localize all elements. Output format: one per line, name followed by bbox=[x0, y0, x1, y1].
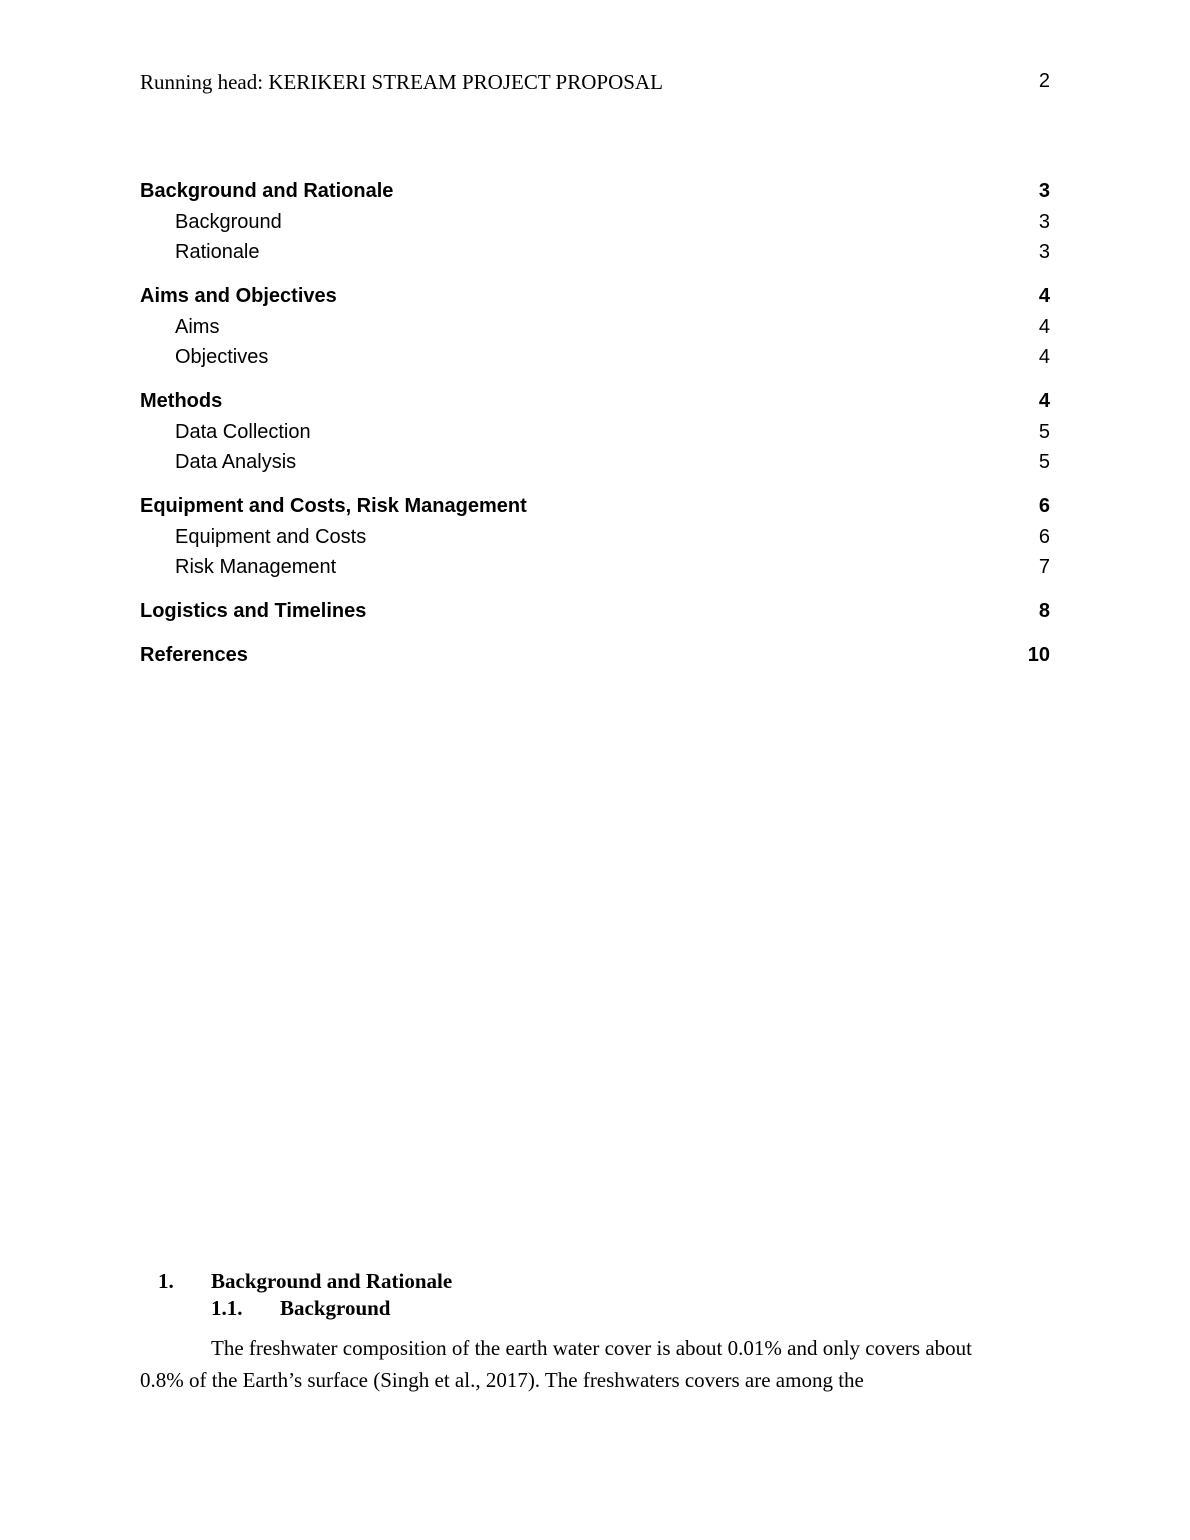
toc-entry-label: Data Collection bbox=[175, 420, 311, 443]
toc-entry-label: Equipment and Costs bbox=[175, 525, 367, 548]
toc-entry-page: 5 bbox=[1038, 451, 1050, 473]
toc-entry[interactable] bbox=[140, 344, 1050, 375]
document-body bbox=[140, 1268, 1050, 1417]
toc-entry[interactable] bbox=[140, 449, 1050, 480]
table-of-contents bbox=[140, 178, 1050, 673]
toc-entry-page: 6 bbox=[1038, 525, 1050, 548]
toc-entry-page: 4 bbox=[1038, 285, 1050, 307]
toc-entry[interactable] bbox=[140, 283, 1050, 314]
toc-entry-label: Aims bbox=[175, 315, 220, 338]
toc-entry-label: Objectives bbox=[175, 346, 269, 368]
toc-entry[interactable] bbox=[140, 239, 1050, 270]
toc-entry-label: Rationale bbox=[175, 241, 260, 263]
toc-entry[interactable] bbox=[140, 598, 1050, 629]
toc-entry-label: Background and Rationale bbox=[140, 180, 394, 202]
running-header bbox=[140, 70, 1050, 98]
toc-entry-page: 8 bbox=[1038, 600, 1050, 622]
toc-entry[interactable] bbox=[140, 642, 1050, 673]
toc-entry[interactable] bbox=[140, 388, 1050, 419]
toc-entry[interactable] bbox=[140, 178, 1050, 209]
subsection-title: Background bbox=[280, 1296, 391, 1320]
toc-entry-page: 4 bbox=[1038, 346, 1050, 368]
toc-entry-page: 3 bbox=[1038, 180, 1050, 202]
section-heading bbox=[140, 1268, 1050, 1295]
toc-entry-page: 7 bbox=[1038, 556, 1050, 578]
toc-entry[interactable] bbox=[140, 554, 1050, 585]
toc-entry-label: Logistics and Timelines bbox=[140, 600, 367, 622]
toc-entry[interactable] bbox=[140, 314, 1050, 345]
toc-entry-label: Methods bbox=[140, 390, 223, 412]
section-number: 1. bbox=[158, 1269, 174, 1293]
toc-entry-page: 3 bbox=[1038, 241, 1050, 263]
section-title: Background and Rationale bbox=[211, 1269, 453, 1293]
toc-entry-page: 4 bbox=[1038, 390, 1050, 412]
toc-entry-page: 5 bbox=[1038, 420, 1050, 443]
toc-entry[interactable] bbox=[140, 524, 1050, 555]
subsection-number: 1.1. bbox=[211, 1296, 243, 1320]
toc-entry-label: References bbox=[140, 644, 248, 666]
subsection-heading bbox=[140, 1295, 1050, 1322]
toc-entry-label: Risk Management bbox=[175, 556, 337, 578]
toc-entry-label: Equipment and Costs, Risk Management bbox=[140, 495, 527, 517]
toc-entry[interactable] bbox=[140, 209, 1050, 240]
toc-entry[interactable] bbox=[140, 419, 1050, 450]
toc-entry-page: 6 bbox=[1038, 495, 1050, 517]
toc-entry-page: 3 bbox=[1038, 210, 1050, 233]
toc-entry[interactable] bbox=[140, 493, 1050, 524]
toc-entry-label: Background bbox=[175, 210, 282, 233]
toc-entry-page: 10 bbox=[1027, 644, 1050, 666]
page-number: 2 bbox=[1038, 70, 1050, 92]
toc-entry-label: Data Analysis bbox=[175, 451, 297, 473]
toc-entry-page: 4 bbox=[1038, 315, 1050, 338]
running-head-title: Running head: KERIKERI STREAM PROJECT PROPOSAL bbox=[140, 70, 663, 94]
body-paragraph: The freshwater composition of the earth water cover is about 0.01% and only covers about 0.8% of the Earth’s surface (Singh et al., 2017). The freshwaters covers are among the bbox=[140, 1336, 973, 1392]
toc-entry-label: Aims and Objectives bbox=[140, 285, 337, 307]
